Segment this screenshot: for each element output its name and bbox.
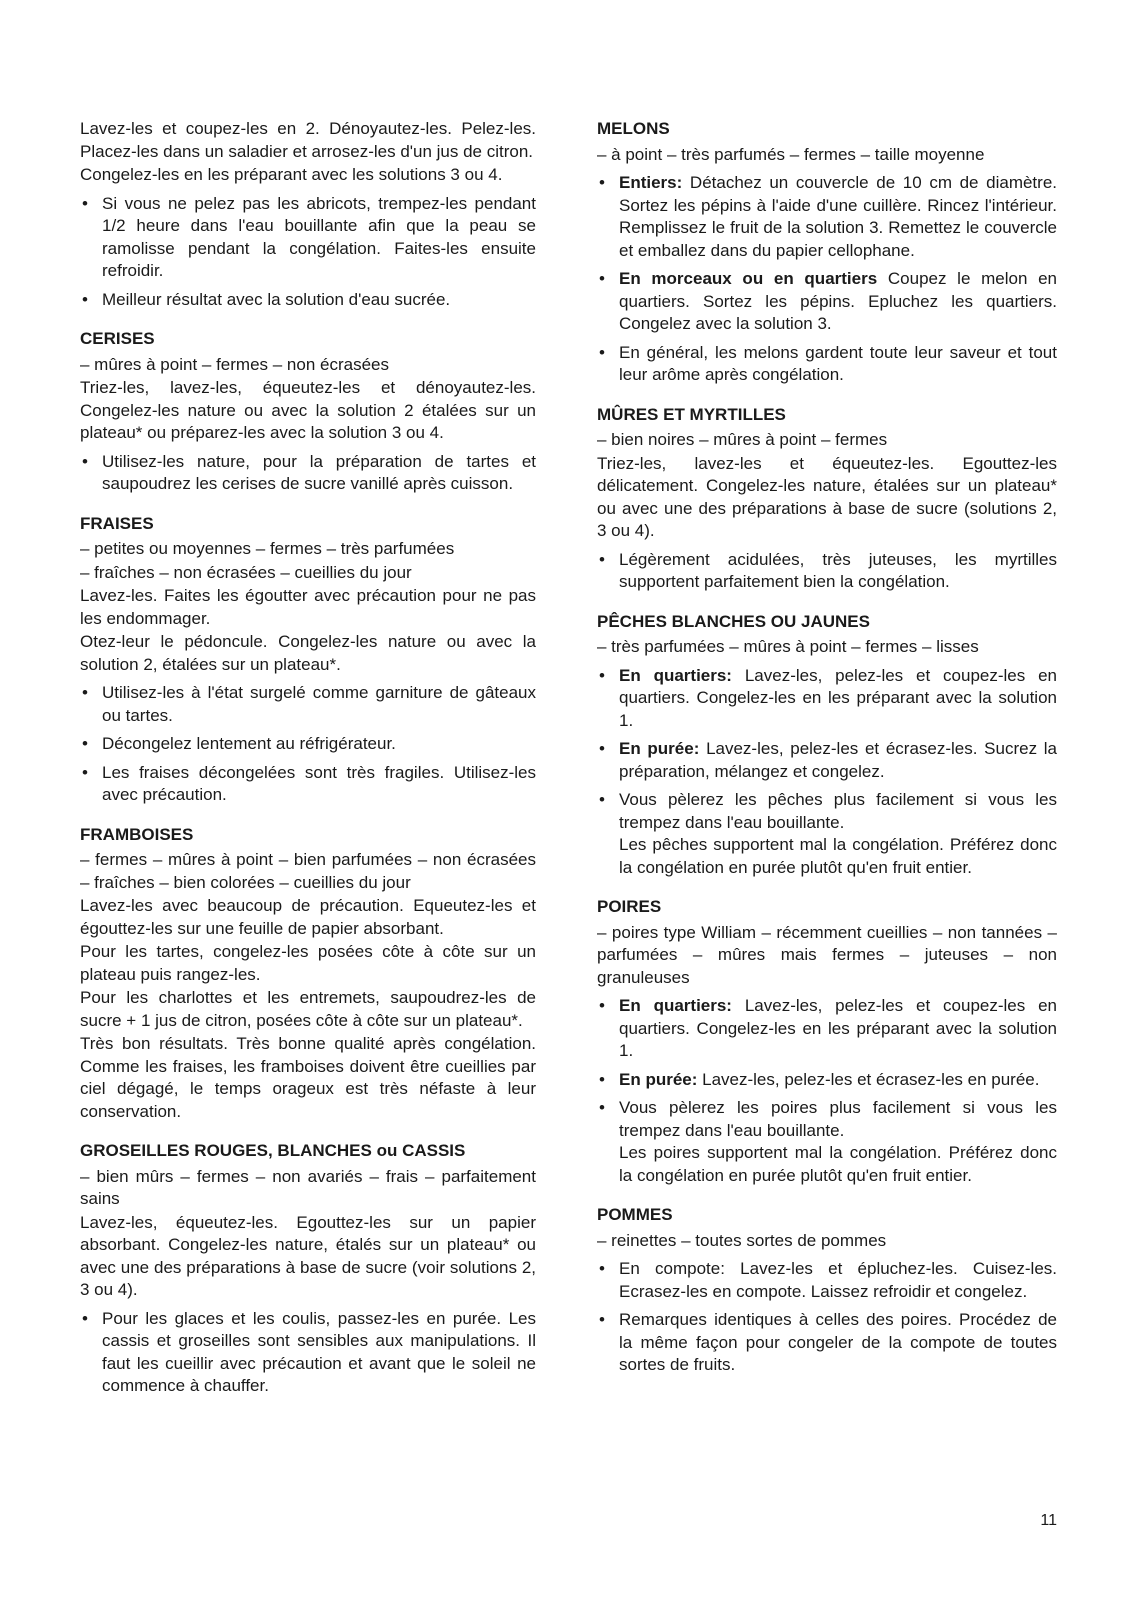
paragraph: Pour les charlottes et les entremets, saupoudrez-les de sucre + 1 jus de citron, posées côte à côte sur un plateau*. xyxy=(80,988,536,1030)
paragraph: Triez-les, lavez-les, équeutez-les et dénoyautez-les. Congelez-les nature ou avec la solution 2 étalées sur un plateau* ou préparez-les avec la solution 3 ou 4. xyxy=(80,378,536,442)
paragraph: Triez-les, lavez-les et équeutez-les. Egouttez-les délicatement. Congelez-les nature, étalées sur un plateau* ou avec une des préparations à base de sucre (solutions 2, 3 ou 4). xyxy=(597,453,1057,540)
item-text: Lavez-les, pelez-les et écrasez-les. Sucrez la préparation, mélangez et congelez. xyxy=(619,739,1057,781)
paragraph: – très parfumées – mûres à point – fermes – lisses xyxy=(597,637,979,656)
section-poires xyxy=(597,896,1057,1187)
bold-lead: En purée: xyxy=(619,1069,698,1089)
list-item: • Pour les glaces et les coulis, passez-les en purée. Les cassis et groseilles sont sensibles aux manipulations. Il faut les cueillir avec précaution et avant que le soleil ne commence à chauffer. xyxy=(80,1308,536,1398)
left-column xyxy=(80,118,536,1415)
bullet-list xyxy=(597,172,1057,387)
list-item: • Les fraises décongelées sont très fragiles. Utilisez-les avec précaution. xyxy=(80,762,536,807)
section-abricots-continued xyxy=(80,118,536,311)
bullet-list xyxy=(80,1308,536,1398)
item-text: Vous pèlerez les poires plus facilement si vous les trempez dans l'eau bouillante. xyxy=(619,1098,1057,1140)
item-text: Lavez-les, pelez-les et coupez-les en quartiers. Congelez-les en les préparant avec la solution 1. xyxy=(619,996,1057,1060)
item-text: Coupez le melon en quartiers. Sortez les pépins. Epluchez les quartiers. Congelez avec la solution 3. xyxy=(619,269,1058,333)
section-title: MELONS xyxy=(597,119,670,138)
bullet-list xyxy=(597,1258,1057,1377)
bold-lead: Entiers: xyxy=(619,173,683,192)
section-title: POIRES xyxy=(597,897,662,916)
item-text: Lavez-les, pelez-les et coupez-les en quartiers. Congelez-les en les préparant avec la solution 1. xyxy=(619,665,1057,730)
paragraph: – mûres à point – fermes – non écrasées xyxy=(80,354,389,374)
item-text: Lavez-les, pelez-les et écrasez-les en purée. xyxy=(697,1069,1040,1089)
section-title: MÛRES ET MYRTILLES xyxy=(597,404,786,424)
list-item: • Utilisez-les à l'état surgelé comme garniture de gâteaux ou tartes. xyxy=(80,682,536,727)
paragraph: Lavez-les, équeutez-les. Egouttez-les sur un papier absorbant. Congelez-les nature, étalés sur un plateau* ou avec une des préparations à base de sucre (voir solutions 2, 3 ou 4). xyxy=(80,1212,536,1299)
section-title: FRAISES xyxy=(80,513,154,533)
paragraph: – fraîches – non écrasées – cueillies du jour xyxy=(80,562,412,582)
section-mures xyxy=(597,404,1057,594)
page-number: 11 xyxy=(1040,1512,1057,1529)
paragraph: Congelez-les en les préparant avec les solutions 3 ou 4. xyxy=(80,165,503,184)
paragraph: – petites ou moyennes – fermes – très parfumées xyxy=(80,539,455,558)
list-item: • Si vous ne pelez pas les abricots, trempez-les pendant 1/2 heure dans l'eau bouillante afin que la peau se ramolisse pendant la congélation. Faites-les ensuite refroidir. xyxy=(80,193,536,283)
bullet-list xyxy=(597,665,1057,880)
bullet-list xyxy=(597,549,1057,594)
item-extra-text: Les pêches supportent mal la congélation. Préférez donc la congélation en purée plutôt qu'en fruit entier. xyxy=(619,835,1057,877)
paragraph: Très bon résultats. Très bonne qualité après congélation. Comme les fraises, les framboises doivent être cueillies par ciel dégagé, le temps orageux est très néfaste à leur conservation. xyxy=(80,1034,536,1121)
list-item: • En compote: Lavez-les et épluchez-les. Cuisez-les. Ecrasez-les en compote. Laissez refroidir et congelez. xyxy=(597,1258,1057,1303)
section-title: PÊCHES BLANCHES OU JAUNES xyxy=(597,611,870,631)
list-item xyxy=(597,1069,1057,1092)
bullet-list xyxy=(597,995,1057,1187)
section-cerises xyxy=(80,328,536,496)
bold-lead: En morceaux ou en quartiers xyxy=(619,269,878,288)
bold-lead: En purée: xyxy=(619,739,700,758)
list-item xyxy=(597,172,1057,262)
paragraph: Lavez-les avec beaucoup de précaution. Equeutez-les et égouttez-les sur une feuille de papier absorbant. xyxy=(80,896,536,938)
section-title: CERISES xyxy=(80,329,155,348)
list-item: • Décongelez lentement au réfrigérateur. xyxy=(80,733,536,756)
list-item: • Légèrement acidulées, très juteuses, les myrtilles supportent parfaitement bien la congélation. xyxy=(597,549,1057,594)
section-title: FRAMBOISES xyxy=(80,824,194,844)
item-text: En général, les melons gardent toute leur saveur et tout leur arôme après congélation. xyxy=(619,342,1057,384)
bullet-list xyxy=(80,451,536,496)
list-item xyxy=(597,995,1057,1063)
section-framboises xyxy=(80,824,536,1124)
item-text: Vous pèlerez les pêches plus facilement si vous les trempez dans l'eau bouillante. xyxy=(619,790,1057,832)
section-melons xyxy=(597,118,1057,387)
paragraph: – poires type William – récemment cueillies – non tannées – parfumées – mûres mais fermes – juteuses – non granuleuses xyxy=(597,922,1057,987)
section-title: POMMES xyxy=(597,1205,673,1224)
bullet-list xyxy=(80,193,536,312)
section-pommes xyxy=(597,1204,1057,1377)
bullet-list xyxy=(80,682,536,807)
item-text: Détachez un couvercle de 10 cm de diamètre. Sortez les pépins à l'aide d'une cuillère. Rincez l'intérieur. Remplissez le fruit de la solution 3. Remettez le couvercle et emballez dans du papier cellophane. xyxy=(619,173,1057,260)
list-item xyxy=(597,665,1057,733)
paragraph: Otez-leur le pédoncule. Congelez-les nature ou avec la solution 2, étalées sur un plateau*. xyxy=(80,632,536,674)
section-groseilles xyxy=(80,1140,536,1398)
right-column xyxy=(597,118,1057,1394)
list-item xyxy=(597,789,1057,879)
paragraph: – fermes – mûres à point – bien parfumées – non écrasées – fraîches – bien colorées – cueillies du jour xyxy=(80,850,536,892)
list-item xyxy=(597,1097,1057,1187)
paragraph: – bien mûrs – fermes – non avariés – frais – parfaitement sains xyxy=(80,1166,536,1208)
paragraph: – reinettes – toutes sortes de pommes xyxy=(597,1230,887,1250)
list-item xyxy=(597,268,1057,336)
paragraph: Lavez-les. Faites les égoutter avec précaution pour ne pas les endommager. xyxy=(80,586,536,628)
paragraph: Pour les tartes, congelez-les posées côte à côte sur un plateau puis rangez-les. xyxy=(80,942,536,984)
section-peches xyxy=(597,611,1057,880)
paragraph: Lavez-les et coupez-les en 2. Dénoyautez-les. Pelez-les. Placez-les dans un saladier et arrosez-les d'un jus de citron. xyxy=(80,119,536,161)
bold-lead: En quartiers: xyxy=(619,665,732,685)
list-item xyxy=(597,738,1057,783)
section-fraises xyxy=(80,513,536,807)
section-title: GROSEILLES ROUGES, BLANCHES ou CASSIS xyxy=(80,1141,466,1160)
paragraph: – bien noires – mûres à point – fermes xyxy=(597,430,888,449)
list-item xyxy=(597,342,1057,387)
item-extra-text: Les poires supportent mal la congélation. Préférez donc la congélation en purée plutôt qu'en fruit entier. xyxy=(619,1143,1057,1185)
bold-lead: En quartiers: xyxy=(619,996,732,1015)
list-item: • Meilleur résultat avec la solution d'eau sucrée. xyxy=(80,289,536,312)
list-item: • Remarques identiques à celles des poires. Procédez de la même façon pour congeler de la compote de toutes sortes de fruits. xyxy=(597,1309,1057,1377)
paragraph: – à point – très parfumés – fermes – taille moyenne xyxy=(597,144,985,164)
list-item: • Utilisez-les nature, pour la préparation de tartes et saupoudrez les cerises de sucre vanillé après cuisson. xyxy=(80,451,536,496)
